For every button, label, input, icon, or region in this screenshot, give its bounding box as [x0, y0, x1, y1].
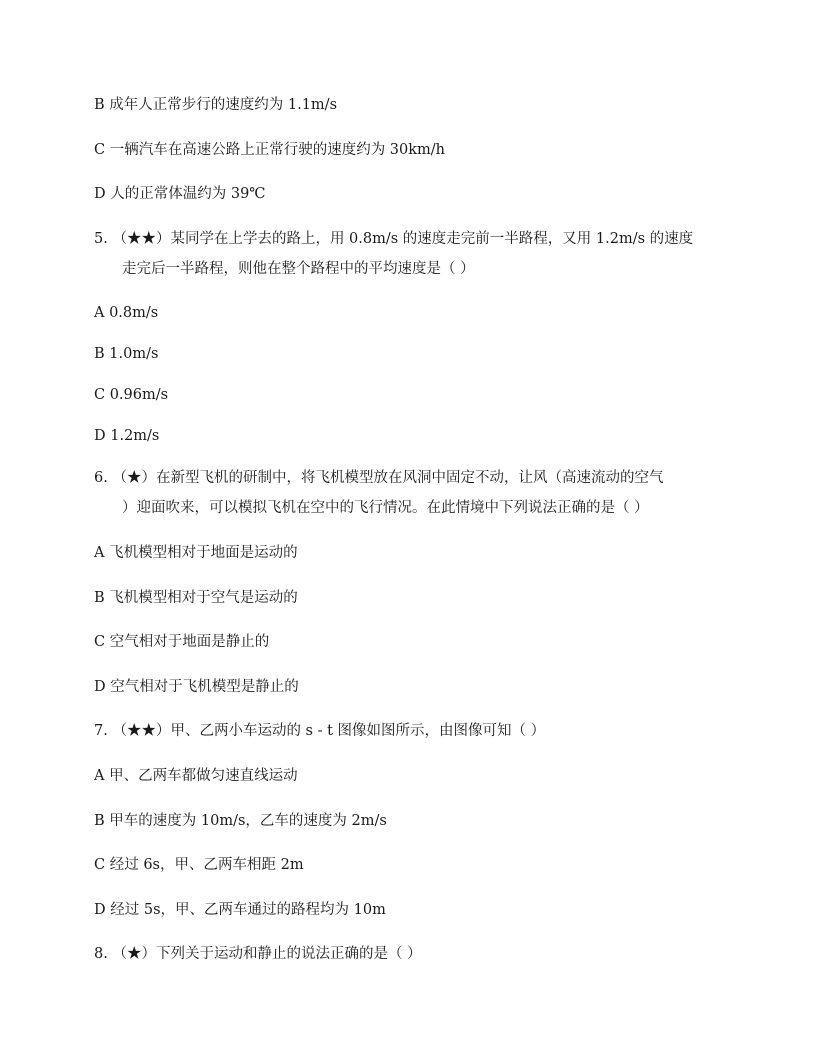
- q5-stem: 5. （★★）某同学在上学去的路上，用 0.8m/s 的速度走完前一半路程，又用 1.2m/s 的速度: [94, 231, 694, 247]
- q6-option-c: C 空气相对于地面是静止的: [94, 634, 270, 650]
- q6-option-b: B 飞机模型相对于空气是运动的: [94, 590, 298, 606]
- q5-option-b: B 1.0m/s: [94, 346, 159, 362]
- q6-option-d: D 空气相对于飞机模型是静止的: [94, 679, 299, 695]
- q7-option-a: A 甲、乙两车都做匀速直线运动: [94, 768, 298, 784]
- q6-option-a: A 飞机模型相对于地面是运动的: [94, 545, 298, 561]
- q4-option-b: B 成年人正常步行的速度约为 1.1m/s: [94, 97, 338, 113]
- q7-option-c: C 经过 6s，甲、乙两车相距 2m: [94, 857, 304, 873]
- q5-option-d: D 1.2m/s: [94, 428, 160, 444]
- q8-stem: 8. （★）下列关于运动和静止的说法正确的是（ ）: [94, 946, 422, 962]
- q6-stem-cont: ）迎面吹来，可以模拟飞机在空中的飞行情况。在此情境中下列说法正确的是（ ）: [122, 500, 649, 516]
- q7-stem: 7. （★★）甲、乙两小车运动的 s - t 图像如图所示，由图像可知（ ）: [94, 723, 546, 739]
- q5-option-c: C 0.96m/s: [94, 387, 169, 403]
- q7-option-b: B 甲车的速度为 10m/s，乙车的速度为 2m/s: [94, 813, 387, 829]
- q4-option-d: D 人的正常体温约为 39℃: [94, 186, 266, 202]
- q6-stem: 6. （★）在新型飞机的研制中，将飞机模型放在风洞中固定不动，让风（高速流动的空气: [94, 470, 664, 486]
- q4-option-c: C 一辆汽车在高速公路上正常行驶的速度约为 30km/h: [94, 142, 446, 158]
- q7-option-d: D 经过 5s，甲、乙两车通过的路程均为 10m: [94, 902, 386, 918]
- q5-stem-cont: 走完后一半路程，则他在整个路程中的平均速度是（ ）: [122, 261, 475, 277]
- q5-option-a: A 0.8m/s: [94, 305, 159, 321]
